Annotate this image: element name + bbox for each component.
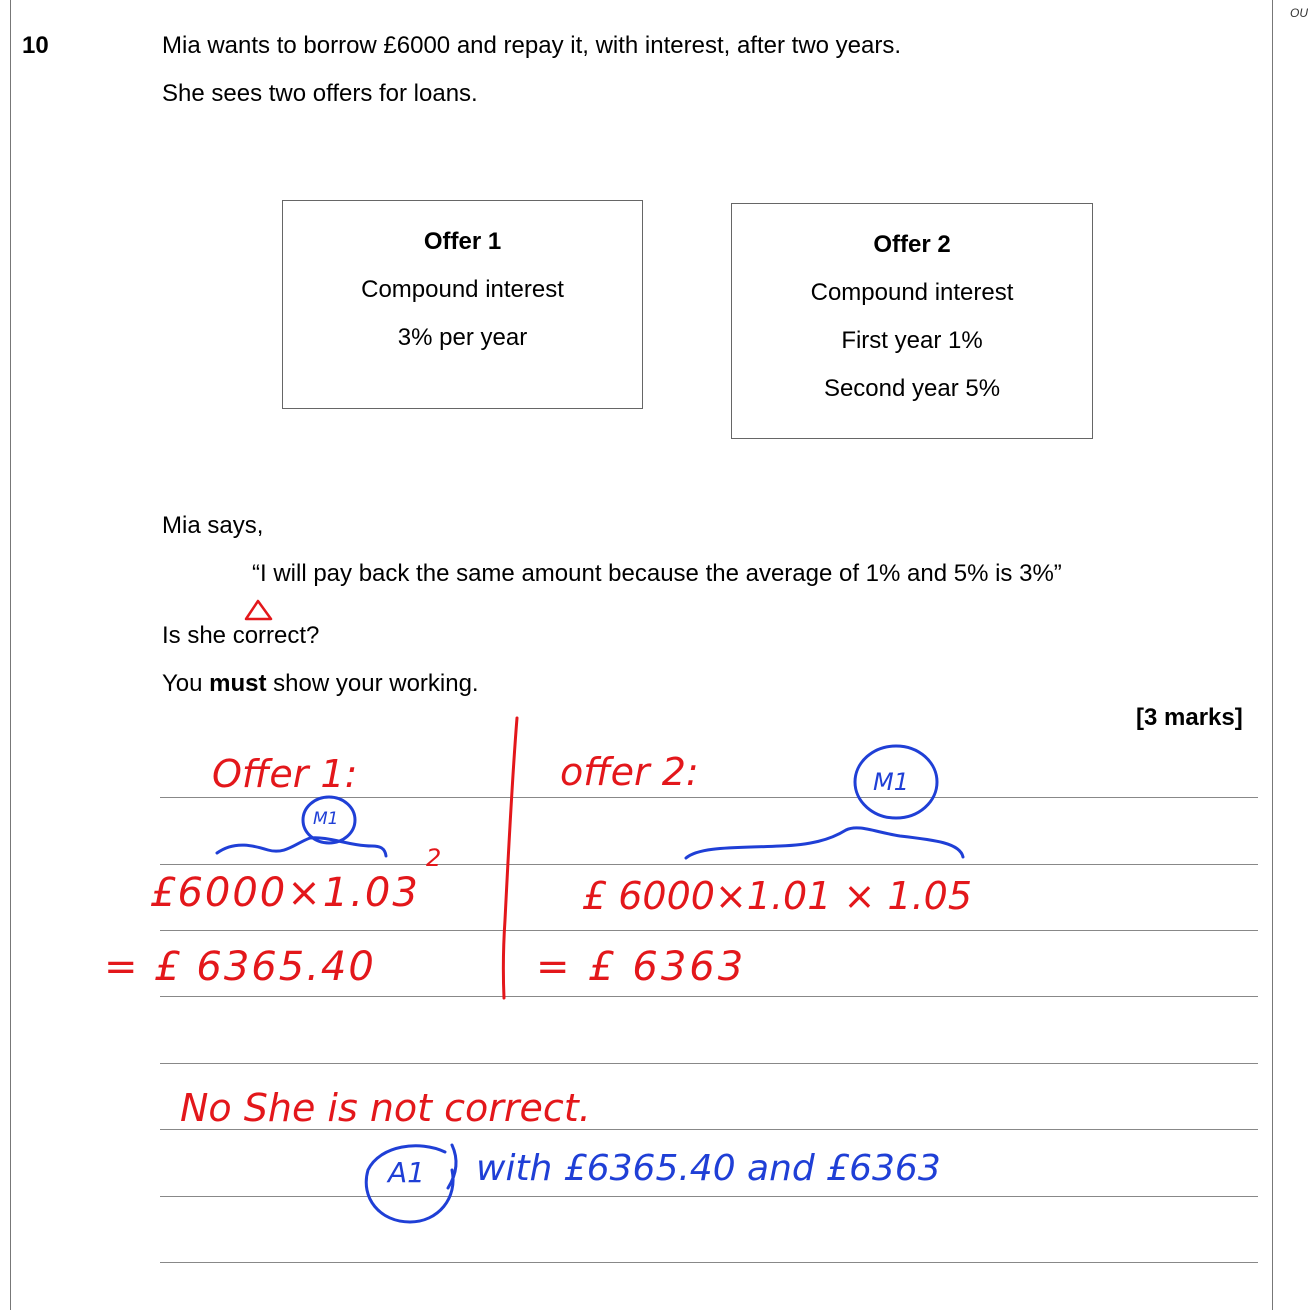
blue-squiggle-offer-2	[686, 828, 963, 858]
offer-1-title: Offer 1	[423, 228, 502, 255]
marker-comment: with £6365.40 and £6363	[476, 1148, 941, 1189]
hw-offer-2-calc: £ 6000×1.01 × 1.05	[582, 874, 973, 918]
marker-m1-offer-1: M1	[313, 809, 339, 829]
corner-mark: OU	[1290, 6, 1308, 20]
mia-quote: “I will pay back the same amount because the average of 1% and 5% is 3%”	[252, 560, 1062, 587]
question-line-2: She sees two offers for loans.	[162, 80, 478, 107]
offer-2-title: Offer 2	[873, 231, 951, 258]
red-divider-line	[503, 718, 517, 998]
offer-2-line-1: Compound interest	[810, 279, 1014, 306]
offer-2-line-3: Second year 5%	[823, 375, 1001, 402]
instruction-bold: must	[209, 670, 267, 697]
marker-a1: A1	[388, 1156, 425, 1189]
blue-squiggle-offer-1	[217, 838, 386, 856]
instruction-post: show your working.	[266, 670, 479, 697]
hw-offer-2-heading: offer 2:	[560, 750, 699, 794]
mia-says: Mia says,	[162, 512, 264, 539]
hw-offer-1-calc: £6000×1.03	[150, 870, 420, 916]
hw-conclusion: No She is not correct.	[180, 1086, 591, 1130]
marker-m1-offer-2: M1	[873, 768, 909, 796]
offer-1-line-2: 3% per year	[397, 324, 528, 351]
marks-label: [3 marks]	[1136, 704, 1243, 731]
hw-offer-1-result: = £ 6365.40	[104, 944, 376, 990]
instruction-pre: You	[162, 670, 210, 697]
question-number: 10	[22, 32, 49, 59]
a1-circle-tail	[448, 1145, 456, 1188]
question-prompt: Is she correct?	[162, 622, 320, 649]
offer-1-line-1: Compound interest	[361, 276, 564, 303]
offer-2-line-2: First year 1%	[841, 327, 983, 354]
hw-offer-1-exponent: 2	[426, 844, 442, 872]
hw-offer-1-heading: Offer 1:	[212, 752, 358, 796]
question-line-1: Mia wants to borrow £6000 and repay it, with interest, after two years.	[162, 32, 902, 59]
red-triangle-mark	[246, 601, 271, 619]
hw-offer-2-result: = £ 6363	[536, 944, 747, 990]
